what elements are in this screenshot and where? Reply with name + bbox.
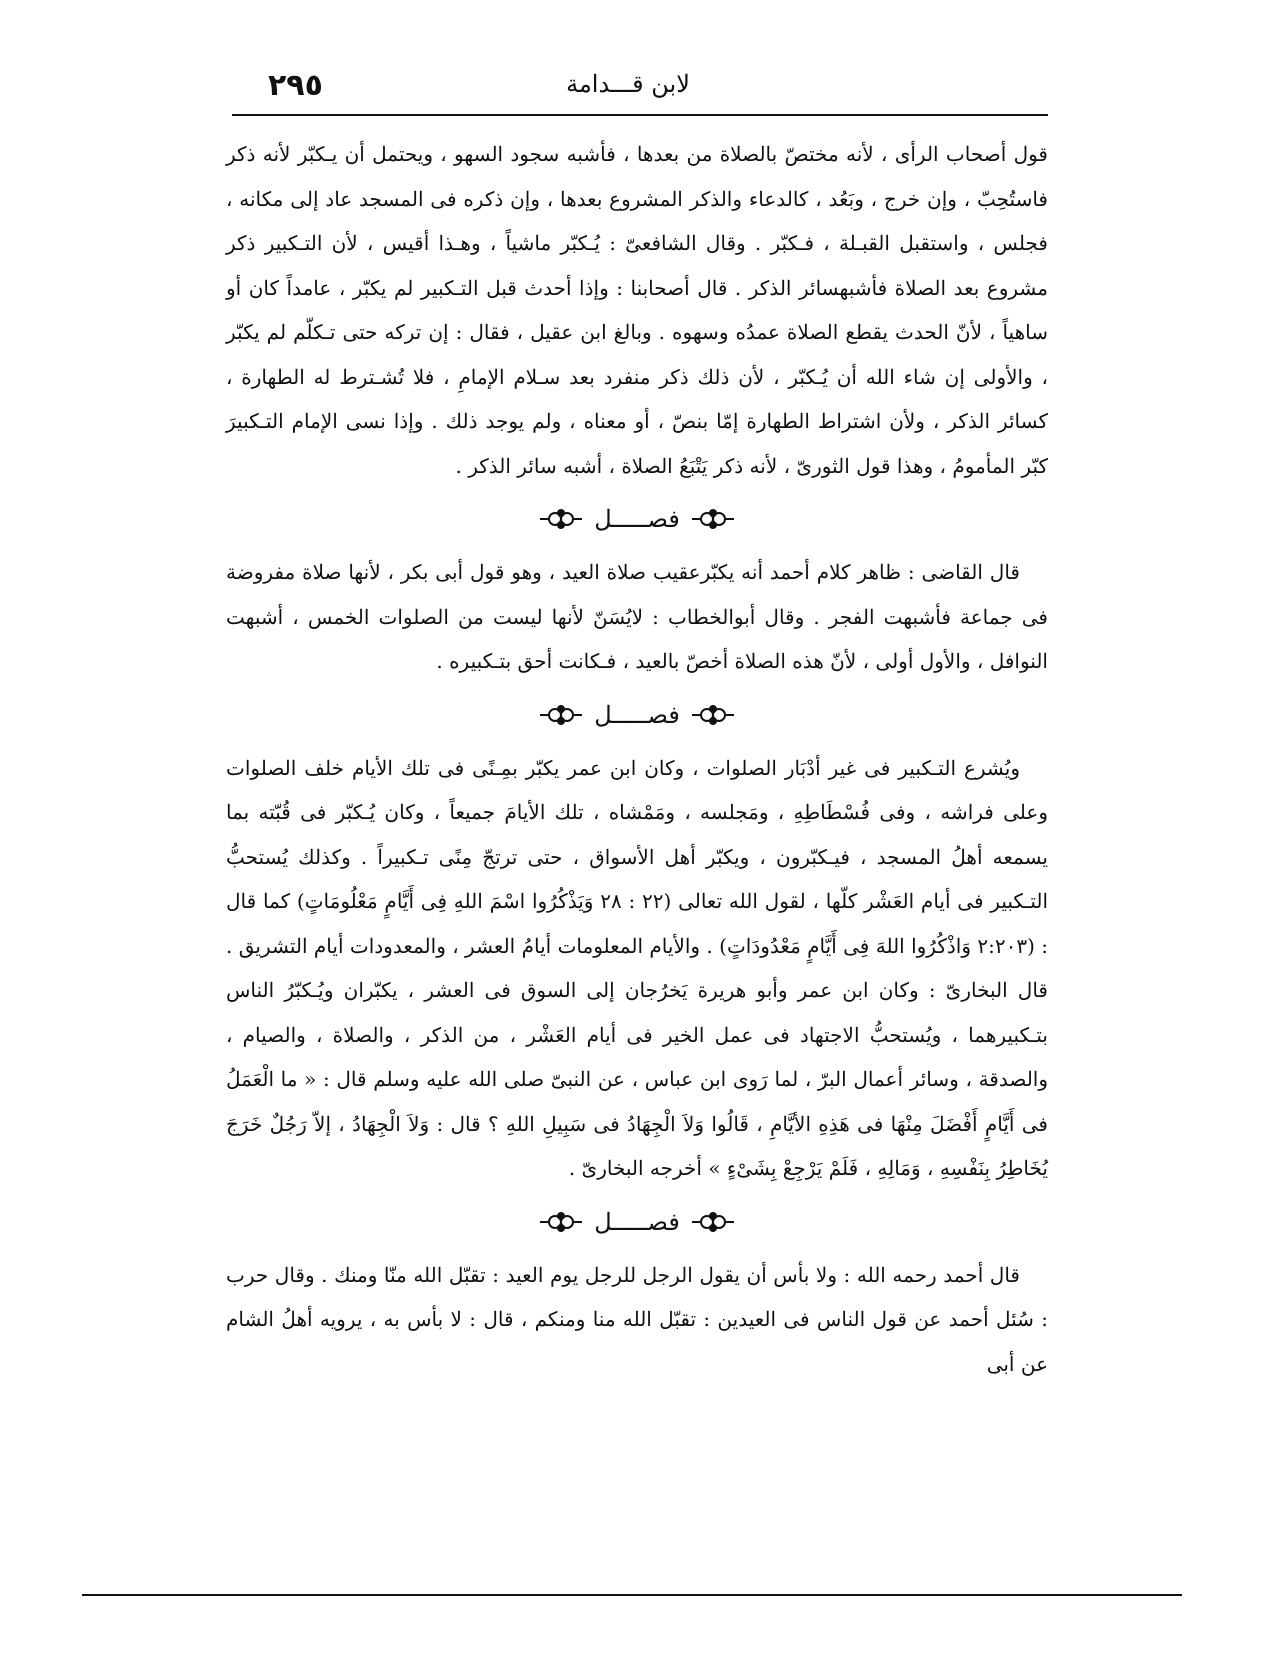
- header-rule: [232, 114, 1048, 116]
- section-label: فصـــــل: [594, 700, 680, 729]
- floral-ornament-icon: [538, 702, 584, 728]
- section-heading: [226, 1191, 1048, 1253]
- section-heading: [226, 488, 1048, 550]
- page-header: [208, 60, 1048, 116]
- floral-ornament-icon: [538, 506, 584, 532]
- page-number: ٢٩٥: [268, 68, 323, 103]
- section-heading: [226, 684, 1048, 746]
- body-text: [226, 132, 1048, 1386]
- paragraph: قال القاضى : ظاهر كلام أحمد أنه يكبّرعقيب صلاة العيد ، وهو قول أبى بكر ، لأنها صلاة مفروضة فى جماعة فأشبهت الفجر . وقال أبوالخطاب : لايُسَنّ لأنها ليست من الصلوات الخمس ، أشبهت النوافل ، والأول أولى ، لأنّ هذه الصلاة أخصّ بالعيد ، فـكانت أحق بتـكبيره .: [226, 560, 1048, 673]
- paragraph: قول أصحاب الرأى ، لأنه مختصّ بالصلاة من بعدها ، فأشبه سجود السهو ، ويحتمل أن يـكبّر لأنه ذكر فاستُحِبّ ، وإن خرج ، وبَعُد ، كالدعاء والذكر المشروع بعدها ، وإن ذكره فى المسجد عاد إلى مكانه ، فجلس ، واستقبل القبـلة ، فـكبّر . وقال الشافعىّ : يُـكبّر ماشياً ، وهـذا أقيس ، لأن التـكبير ذكر مشروع بعد الصلاة فأشبهسائر الذكر . قال أصحابنا : وإذا أحدث قبل التـكبير لم يكبّر ، عامداً كان أو ساهياً ، لأنّ الحدث يقطع الصلاة عمدُه وسهوه . وبالغ ابن عقيل ، فقال : إن تركه حتى تـكلّم لم يكبّر ، والأولى إن شاء الله أن يُـكبّر ، لأن ذلك ذكر منفرد بعد سـلام الإمامِ ، فلا تُشـترط له الطهارة ، كسائر الذكر ، ولأن اشتراط الطهارة إمّا بنصّ ، أو معناه ، ولم يوجد ذلك . وإذا نسى الإمام التـكبيرَ كبّر المأمومُ ، وهذا قول الثورىّ ، لأنه ذكر يَتْبَعُ الصلاة ، أشبه سائر الذكر .: [226, 142, 1048, 478]
- floral-ornament-icon: [690, 1209, 736, 1235]
- floral-ornament-icon: [690, 506, 736, 532]
- floral-ornament-icon: [690, 702, 736, 728]
- running-title: لابن قـــدامة: [566, 70, 690, 98]
- paragraph: قال أحمد رحمه الله : ولا بأس أن يقول الرجل للرجل يوم العيد : تقبّل الله منّا ومنك . وقال حرب : سُئل أحمد عن قول الناس فى العيدين : تقبّل الله منا ومنكم ، قال : لا بأس به ، يرويه أهلُ الشام عن أبى: [226, 1262, 1048, 1376]
- footer-rule: [82, 1594, 1182, 1596]
- paragraph: ويُشرع التـكبير فى غير أدْبَار الصلوات ، وكان ابن عمر يكبّر بمِـنًى فى تلك الأيام خلف الصلوات وعلى فراشه ، وفى فُسْطَاطِهِ ، ومَجلسه ، ومَمْشاه ، تلك الأيامَ جميعاً ، وكان يُـكبّر فى قُبّته بما يسمعه أهلُ المسجد ، فيـكبّرون ، ويكبّر أهل الأسواق ، حتى ترتجّ مِنًى تـكبيراً . وكذلك يُستحبُّ التـكبير فى أيام العَشْر كلّها ، لقول الله تعالى (٢٢ : ٢٨ وَيَذْكُرُوا اسْمَ اللهِ فِى أَيَّامٍ مَعْلُومَاتٍ) كما قال : (٢:٢٠٣ وَاذْكُرُوا اللهَ فِى أَيَّامٍ مَعْدُودَاتٍ) . والأيام المعلومات أيامُ العشر ، والمعدودات أيام التشريق . قال البخارىّ : وكان ابن عمر وأبو هريرة يَخرُجان إلى السوق فى العشر ، يكبّران ويُـكبّرُ الناس بتـكبيرهما ، ويُستحبُّ الاجتهاد فى عمل الخير فى أيام العَشْر ، من الذكر ، والصلاة ، والصيام ، والصدقة ، وسائر أعمال البرّ ، لما رَوى ابن عباس ، عن النبىّ صلى الله عليه وسلم قال : « ما الْعَمَلُ فى أَيَّامٍ أَفْضَلَ مِنْهَا فى هَذِهِ الأيَّامِ ، قَالُوا وَلاَ الْجِهَادُ فى سَبِيلِ اللهِ ؟ قال : وَلاَ الْجِهَادُ ، إلاّ رَجُلٌ خَرَجَ يُخَاطِرُ بِنَفْسِهِ ، وَمَالِهِ ، فَلَمْ يَرْجِعْ بِشَىْءٍ » أخرجه البخارىّ .: [226, 755, 1049, 1180]
- section-label: فصـــــل: [594, 1207, 680, 1236]
- section-label: فصـــــل: [594, 505, 680, 533]
- floral-ornament-icon: [538, 1209, 584, 1235]
